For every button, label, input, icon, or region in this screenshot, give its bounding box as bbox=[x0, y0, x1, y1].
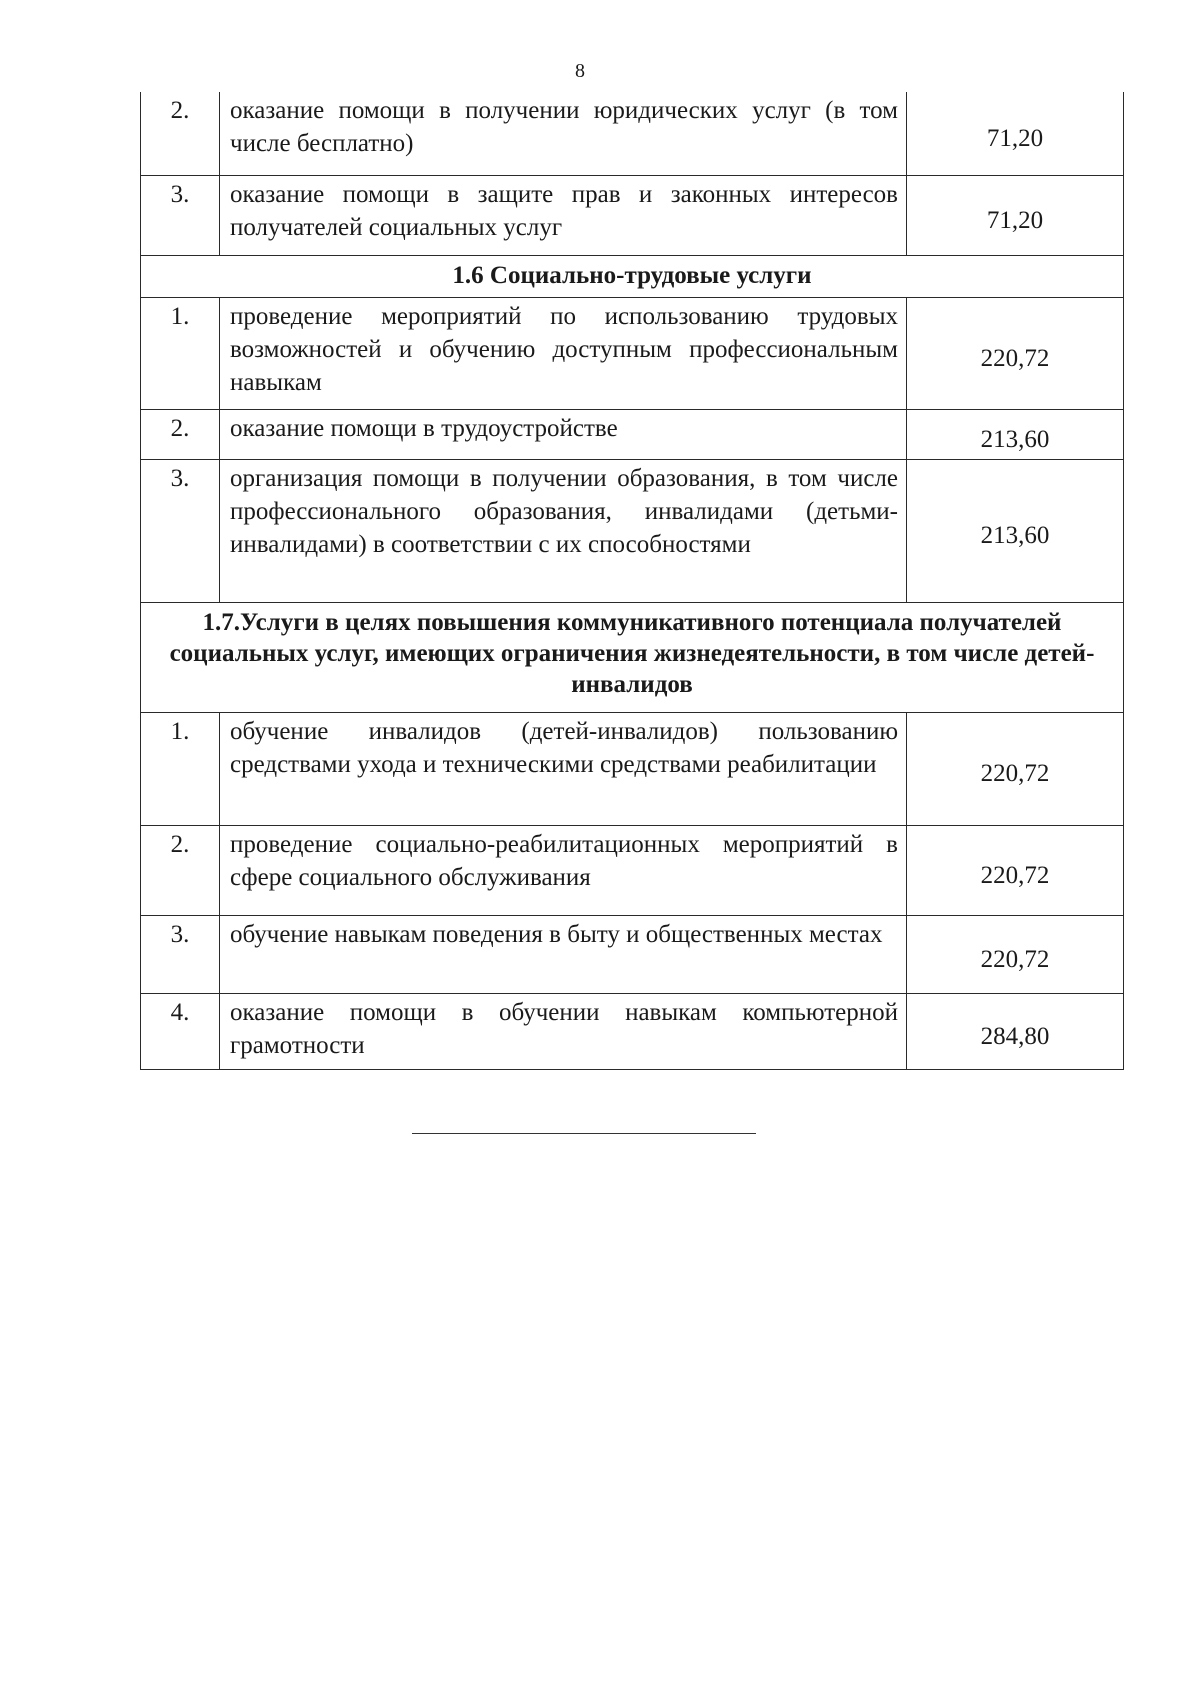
row-number: 1. bbox=[141, 712, 220, 825]
row-number: 2. bbox=[141, 92, 220, 175]
table-row bbox=[141, 712, 1124, 825]
service-price: 71,20 bbox=[907, 92, 1124, 175]
section-header-row bbox=[141, 255, 1124, 297]
service-price: 220,72 bbox=[907, 712, 1124, 825]
service-description: оказание помощи в трудоустройстве bbox=[220, 409, 907, 459]
closing-rule bbox=[412, 1133, 756, 1134]
row-number: 3. bbox=[141, 459, 220, 602]
service-price: 213,60 bbox=[907, 409, 1124, 459]
row-number: 3. bbox=[141, 915, 220, 993]
service-price: 284,80 bbox=[907, 993, 1124, 1069]
table-row bbox=[141, 825, 1124, 915]
service-description: оказание помощи в получении юридических услуг (в том числе бесплатно) bbox=[220, 92, 907, 175]
service-description: проведение социально-реабилитационных мероприятий в сфере социального обслуживания bbox=[220, 825, 907, 915]
row-number: 4. bbox=[141, 993, 220, 1069]
table-row bbox=[141, 993, 1124, 1069]
page-number: 8 bbox=[575, 60, 585, 82]
table-row bbox=[141, 915, 1124, 993]
row-number: 3. bbox=[141, 175, 220, 255]
service-description: обучение инвалидов (детей-инвалидов) пользованию средствами ухода и техническими средствами реабилитации bbox=[220, 712, 907, 825]
service-description: оказание помощи в обучении навыкам компьютерной грамотности bbox=[220, 993, 907, 1069]
section-title: 1.7.Услуги в целях повышения коммуникативного потенциала получателей социальных услуг, имеющих ограничения жизнедеятельности, в том числе детей-инвалидов bbox=[141, 602, 1124, 712]
service-description: оказание помощи в защите прав и законных интересов получателей социальных услуг bbox=[220, 175, 907, 255]
service-price: 220,72 bbox=[907, 825, 1124, 915]
service-price: 71,20 bbox=[907, 175, 1124, 255]
services-price-table bbox=[140, 92, 1124, 1070]
service-price: 213,60 bbox=[907, 459, 1124, 602]
table-row bbox=[141, 459, 1124, 602]
service-description: обучение навыкам поведения в быту и общественных местах bbox=[220, 915, 907, 993]
table-row bbox=[141, 409, 1124, 459]
service-description: проведение мероприятий по использованию трудовых возможностей и обучению доступным профессиональным навыкам bbox=[220, 297, 907, 409]
row-number: 2. bbox=[141, 825, 220, 915]
row-number: 2. bbox=[141, 409, 220, 459]
section-title: 1.6 Социально-трудовые услуги bbox=[141, 255, 1124, 297]
service-price: 220,72 bbox=[907, 297, 1124, 409]
table-row bbox=[141, 175, 1124, 255]
table-row bbox=[141, 92, 1124, 175]
row-number: 1. bbox=[141, 297, 220, 409]
service-price: 220,72 bbox=[907, 915, 1124, 993]
service-description: организация помощи в получении образования, в том числе профессионального образования, инвалидами (детьми-инвалидами) в соответствии с их способностями bbox=[220, 459, 907, 602]
section-header-row bbox=[141, 602, 1124, 712]
table-row bbox=[141, 297, 1124, 409]
